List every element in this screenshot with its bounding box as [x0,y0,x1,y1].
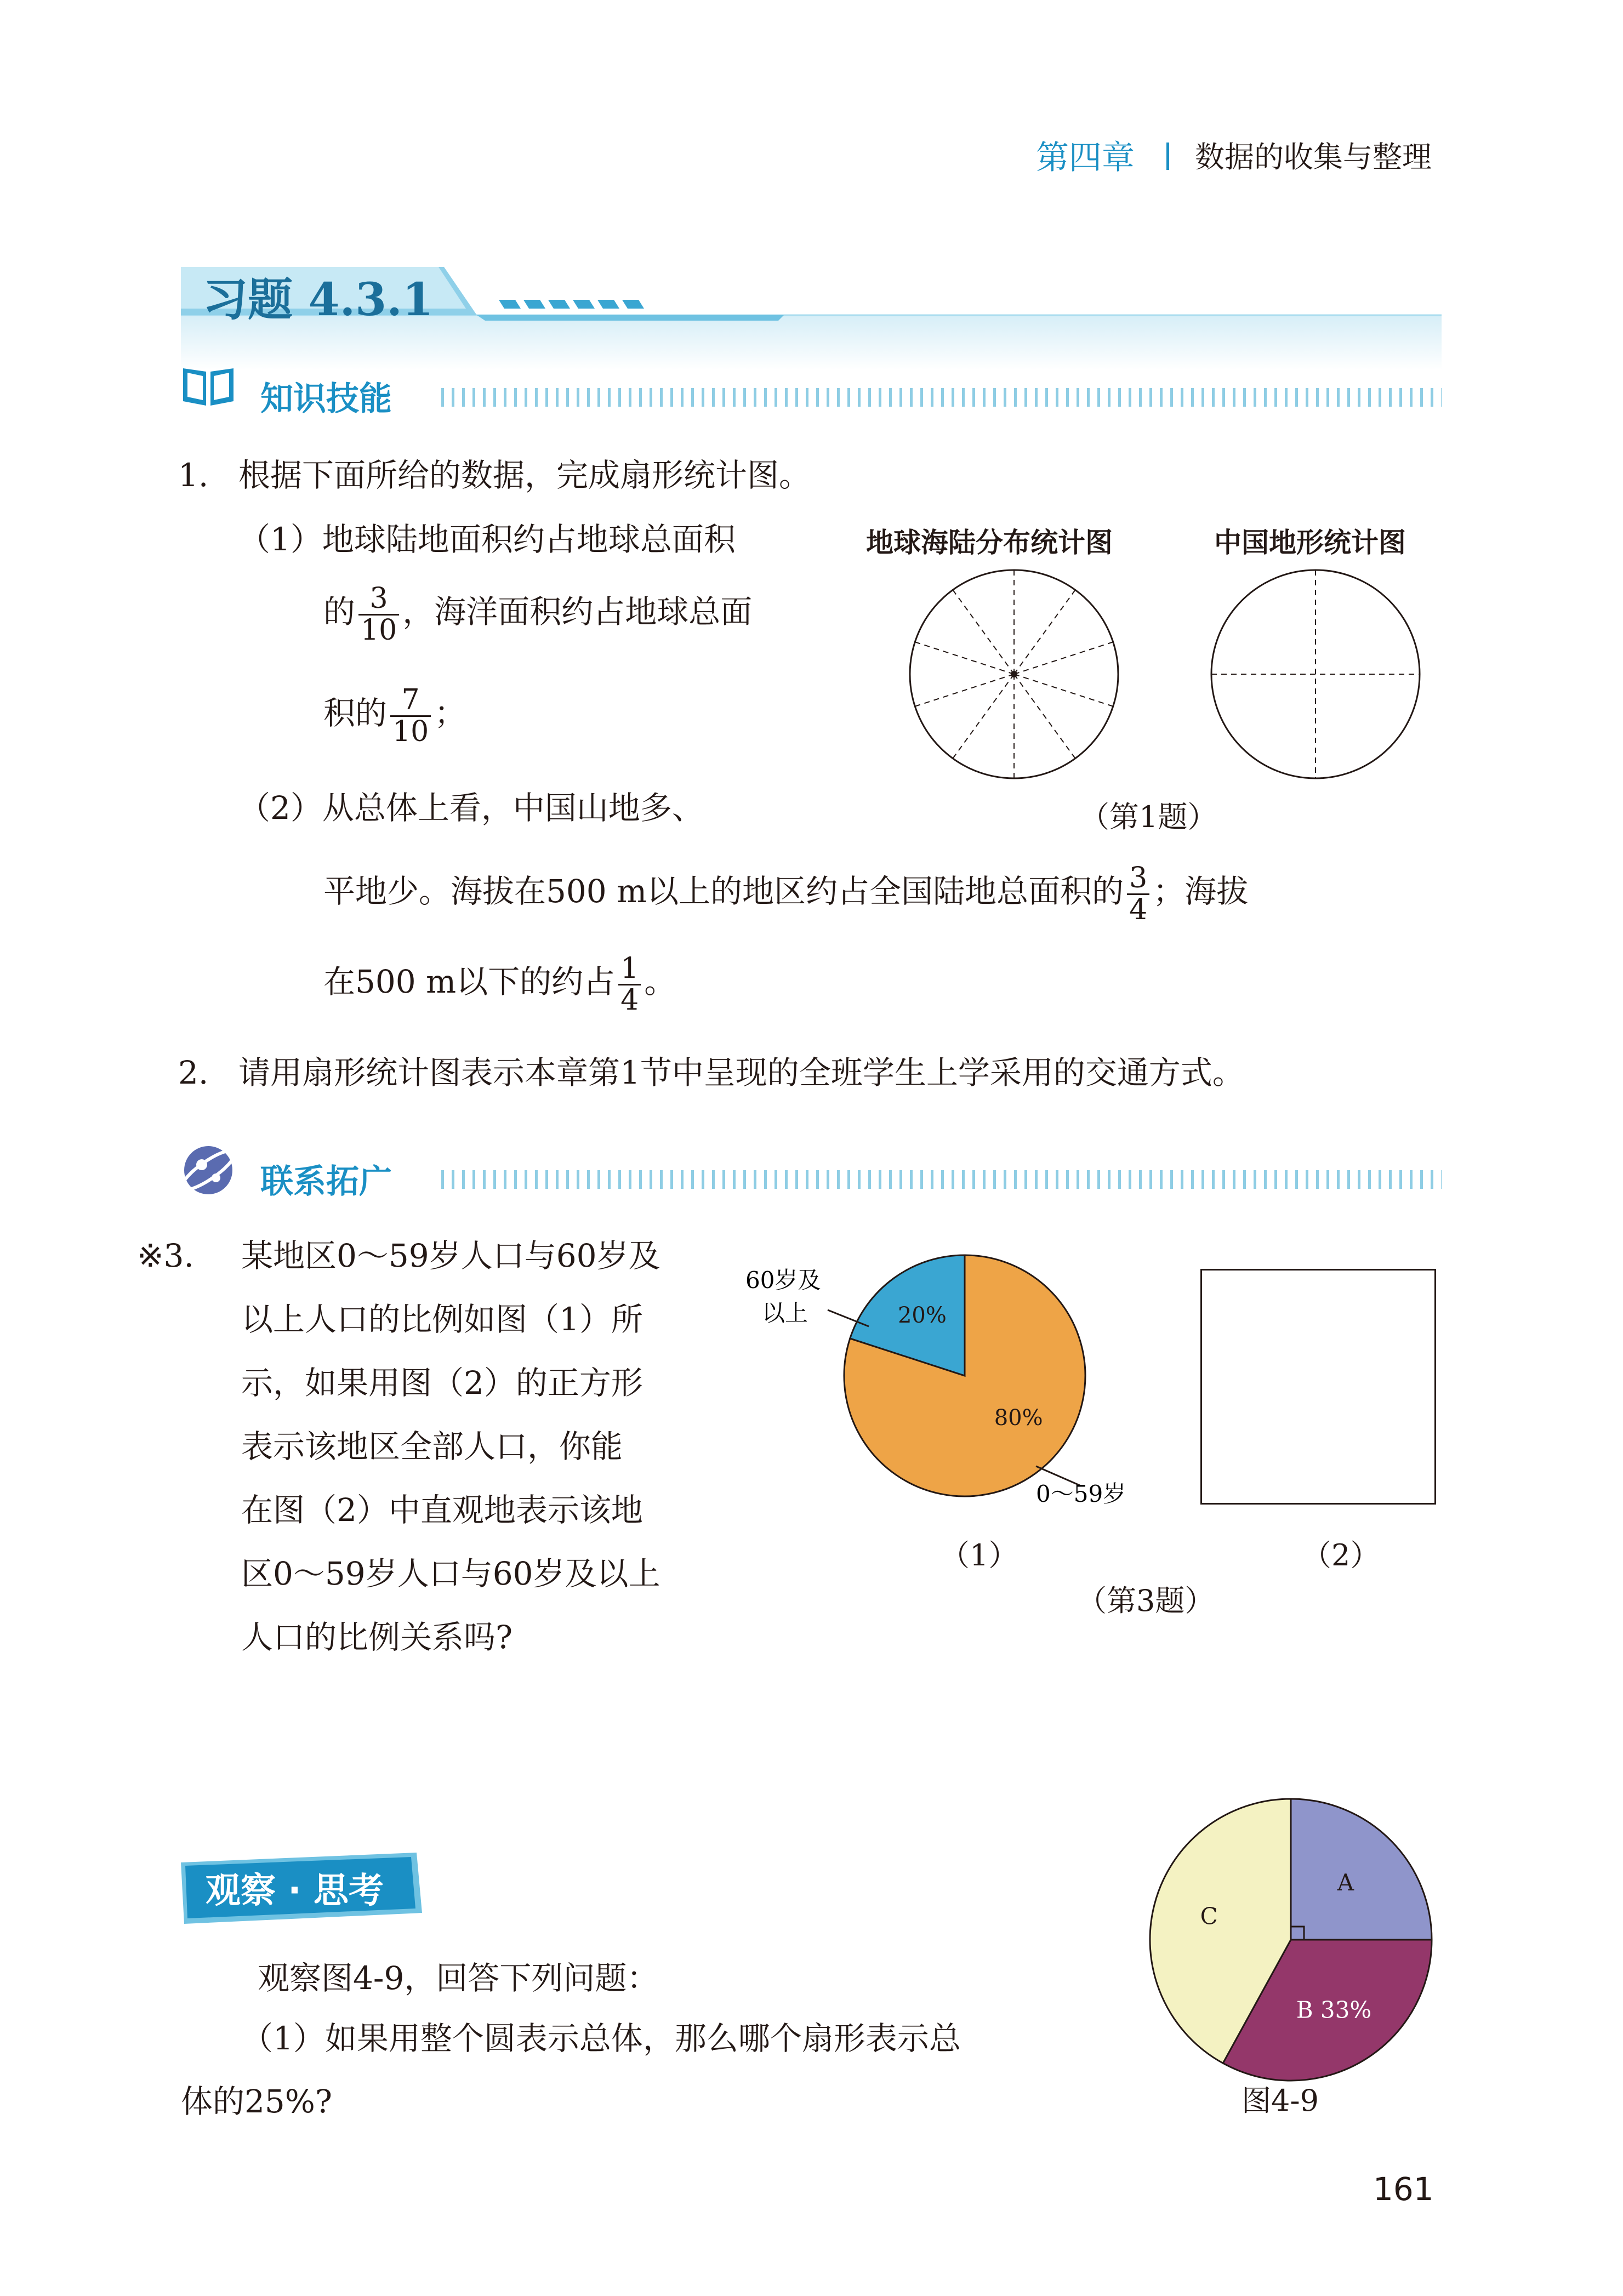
chapter-title: 数据的收集与整理 [1195,140,1432,174]
observe-think-label: 观察 · 思考 [206,1871,384,1911]
header-divider [1166,143,1169,170]
figure-4-9-pie [1135,1776,1453,2083]
label-60-line1: 60岁及 [745,1267,821,1294]
slice-A [1291,1799,1432,1940]
tenth-divider [915,674,1014,707]
page-number: 161 [1373,2170,1434,2208]
tenth-divider [1014,674,1113,707]
section-dotted-rule [441,388,1442,407]
tenth-divider [953,590,1014,674]
q3-number: ※3. [137,1237,194,1274]
figure-4-9-caption: 图4-9 [1242,2083,1319,2118]
q1-part1-line1: （1）地球陆地面积约占地球总面积 [238,521,736,558]
observe-line2: （1）如果用整个圆表示总体，那么哪个扇形表示总 [241,2020,961,2057]
q1-number: 1. [178,457,209,494]
chart2-title: 中国地形统计图 [1214,527,1406,559]
chapter-number: 第四章 [1036,139,1135,177]
q1-part1-line2: 的 $\frac{3}{10}$ ，海洋面积约占地球总面 [323,582,753,647]
tenth-divider [915,642,1014,674]
exercise-title: 习题 4.3.1 [203,274,434,326]
q3-line-5: 在图（2）中直观地表示该地 [241,1491,643,1529]
q3-line-4: 表示该地区全部人口，你能 [241,1428,623,1465]
q2-text: 请用扇形统计图表示本章第1节中呈现的全班学生上学采用的交通方式。 [238,1054,1244,1091]
slice-label-C: C [1200,1902,1218,1930]
q1-text: 根据下面所给的数据，完成扇形统计图。 [238,457,811,494]
q1-part1-line3: 积的 $\frac{7}{10}$ ； [323,683,466,748]
chart1-title: 地球海陆分布统计图 [866,527,1113,559]
slice-label-B: B 33% [1296,1996,1372,2024]
tenth-divider [1014,674,1075,759]
q3-line-1: 某地区0～59岁人口与60岁及 [241,1237,660,1274]
section-extension: 联系拓广 [260,1163,392,1201]
q2-number: 2. [178,1054,209,1091]
population-pie-chart [724,1233,1195,1562]
q3-line-2: 以上人口的比例如图（1）所 [241,1301,643,1338]
slice-label-80pct: 80% [994,1405,1043,1431]
q3-line-7: 人口的比例关系吗? [241,1619,513,1656]
tenth-divider [953,674,1014,759]
q3-fig1-label: （1） [940,1538,1018,1573]
china-empty-pie-4-parts [1206,565,1425,784]
q3-fig2-label: （2） [1302,1538,1380,1573]
earth-empty-pie-10-parts [904,565,1124,784]
slice-label-20pct: 20% [897,1303,947,1329]
section-dotted-rule-2 [441,1170,1442,1189]
observe-line1: 观察图4-9，回答下列问题： [258,1959,659,1997]
q1-caption: （第1题） [1080,800,1217,834]
observe-line3: 体的25%? [181,2083,333,2120]
q3-line-6: 区0～59岁人口与60岁及以上 [241,1555,660,1592]
q1-part2-line3: 在500 m以下的约占 $\frac{1}{4}$ 。 [323,952,676,1017]
empty-square-figure [1200,1269,1436,1505]
tenth-divider [1014,590,1075,674]
link-extension-icon [181,1143,236,1198]
q1-part2-line2: 平地少。海拔在500 m以上的地区约占全国陆地总面积的 $\frac{3}{4}$ ；海拔 [323,862,1249,926]
section-knowledge-skills: 知识技能 [260,380,392,418]
slice-label-A: A [1337,1869,1354,1896]
label-60-line2: 以上 [762,1300,808,1326]
book-icon [181,362,236,406]
label-0-59: 0～59岁 [1036,1480,1126,1507]
q3-caption: （第3题） [1077,1583,1215,1618]
tenth-divider [1014,642,1113,674]
q1-part2-line1: （2）从总体上看，中国山地多、 [238,789,704,827]
q3-line-3: 示，如果用图（2）的正方形 [241,1364,643,1401]
